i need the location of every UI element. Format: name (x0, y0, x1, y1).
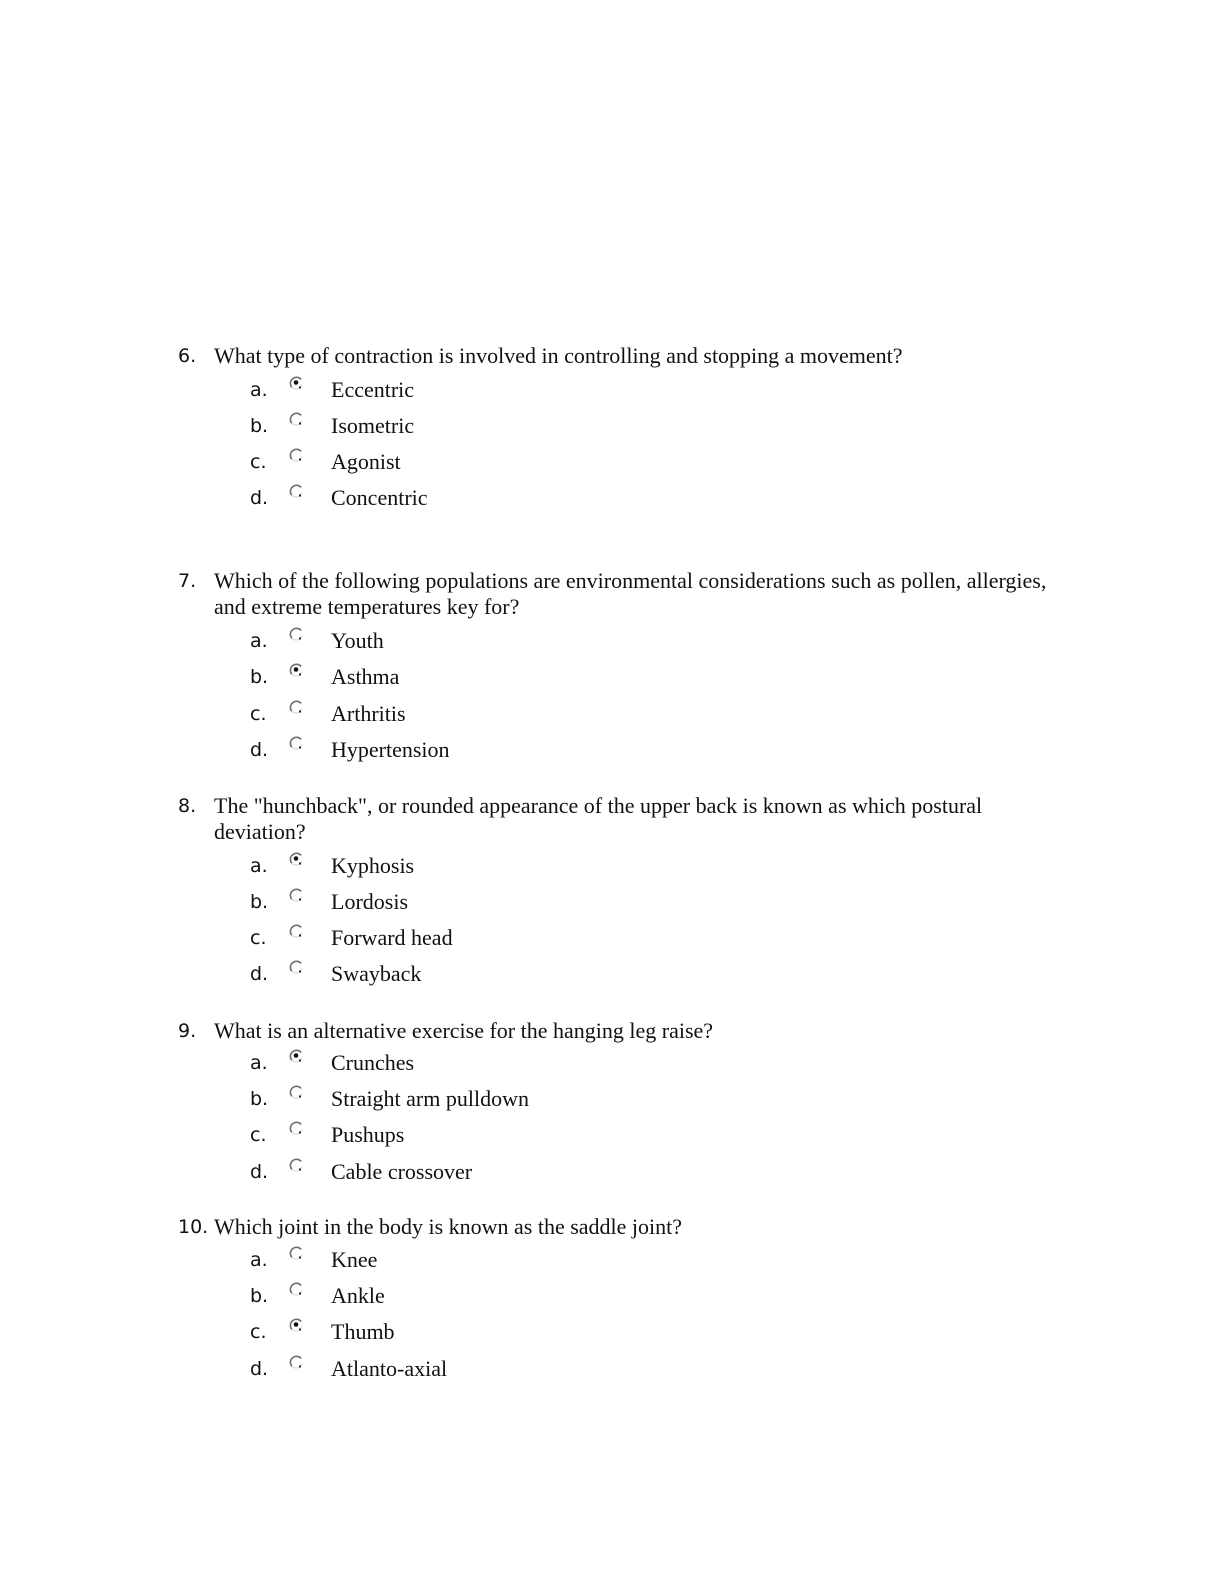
option-label: Youth (331, 628, 384, 653)
question-number: 8. (178, 795, 197, 817)
option-label: Hypertension (331, 737, 450, 762)
option-label: Agonist (331, 449, 401, 474)
radio-icon[interactable] (288, 447, 304, 463)
option-letter: c. (250, 451, 267, 473)
question-text: What is an alternative exercise for the hanging leg raise? (214, 1018, 714, 1043)
radio-icon[interactable] (288, 851, 304, 867)
radio-icon[interactable] (288, 699, 304, 715)
option-b[interactable] (248, 1281, 648, 1311)
option-letter: b. (250, 666, 269, 688)
option-c[interactable] (248, 447, 648, 477)
question-number: 7. (178, 570, 197, 592)
radio-icon[interactable] (288, 887, 304, 903)
radio-icon[interactable] (288, 1120, 304, 1136)
option-letter: a. (250, 1249, 268, 1271)
option-letter: d. (250, 963, 269, 985)
option-b[interactable] (248, 662, 648, 692)
option-label: Ankle (331, 1283, 385, 1308)
option-a[interactable] (248, 1048, 648, 1078)
radio-icon[interactable] (288, 735, 304, 751)
radio-icon[interactable] (288, 411, 304, 427)
option-letter: d. (250, 487, 269, 509)
option-b[interactable] (248, 1084, 648, 1114)
radio-icon[interactable] (288, 1281, 304, 1297)
option-letter: d. (250, 1358, 269, 1380)
option-letter: c. (250, 703, 267, 725)
question-number: 10. (178, 1216, 209, 1238)
option-letter: d. (250, 1161, 269, 1183)
option-d[interactable] (248, 483, 648, 513)
option-c[interactable] (248, 923, 648, 953)
radio-icon[interactable] (288, 923, 304, 939)
question-number: 6. (178, 345, 197, 367)
option-a[interactable] (248, 375, 648, 405)
option-d[interactable] (248, 1157, 648, 1187)
option-label: Cable crossover (331, 1159, 473, 1184)
option-label: Atlanto-axial (331, 1356, 448, 1381)
option-a[interactable] (248, 626, 648, 656)
radio-icon[interactable] (288, 1245, 304, 1261)
radio-icon[interactable] (288, 1048, 304, 1064)
radio-icon[interactable] (288, 626, 304, 642)
option-label: Crunches (331, 1050, 415, 1075)
option-c[interactable] (248, 1120, 648, 1150)
option-label: Swayback (331, 961, 422, 986)
option-letter: d. (250, 739, 269, 761)
option-letter: a. (250, 855, 268, 877)
option-letter: c. (250, 1124, 267, 1146)
option-letter: a. (250, 379, 268, 401)
option-label: Forward head (331, 925, 453, 950)
radio-icon[interactable] (288, 1317, 304, 1333)
question-text: Which joint in the body is known as the saddle joint? (214, 1214, 683, 1239)
option-letter: a. (250, 630, 268, 652)
radio-icon[interactable] (288, 959, 304, 975)
option-label: Concentric (331, 485, 428, 510)
option-label: Lordosis (331, 889, 408, 914)
radio-icon[interactable] (288, 1084, 304, 1100)
option-label: Kyphosis (331, 853, 415, 878)
option-label: Asthma (331, 664, 400, 689)
option-b[interactable] (248, 411, 648, 441)
option-b[interactable] (248, 887, 648, 917)
option-label: Isometric (331, 413, 415, 438)
option-d[interactable] (248, 735, 648, 765)
option-d[interactable] (248, 959, 648, 989)
option-label: Straight arm pulldown (331, 1086, 529, 1111)
radio-icon[interactable] (288, 662, 304, 678)
option-letter: c. (250, 927, 267, 949)
option-letter: b. (250, 1285, 269, 1307)
option-label: Pushups (331, 1122, 405, 1147)
option-letter: b. (250, 1088, 269, 1110)
option-letter: b. (250, 415, 269, 437)
option-c[interactable] (248, 1317, 648, 1347)
radio-icon[interactable] (288, 483, 304, 499)
option-letter: b. (250, 891, 269, 913)
radio-icon[interactable] (288, 375, 304, 391)
option-label: Knee (331, 1247, 378, 1272)
option-a[interactable] (248, 851, 648, 881)
radio-icon[interactable] (288, 1157, 304, 1173)
radio-icon[interactable] (288, 1354, 304, 1370)
question-number: 9. (178, 1020, 197, 1042)
option-label: Eccentric (331, 377, 415, 402)
option-label: Thumb (331, 1319, 395, 1344)
option-letter: c. (250, 1321, 267, 1343)
option-c[interactable] (248, 699, 648, 729)
option-a[interactable] (248, 1245, 648, 1275)
question-text: What type of contraction is involved in controlling and stopping a movement? (214, 343, 903, 368)
option-label: Arthritis (331, 701, 406, 726)
option-letter: a. (250, 1052, 268, 1074)
option-d[interactable] (248, 1354, 648, 1384)
question-text: The "hunchback", or rounded appearance of the upper back is known as which postural deviation? (214, 793, 983, 844)
question-text: Which of the following populations are environmental considerations such as pollen, allergies, and extreme temperatures key for? (214, 568, 1047, 619)
